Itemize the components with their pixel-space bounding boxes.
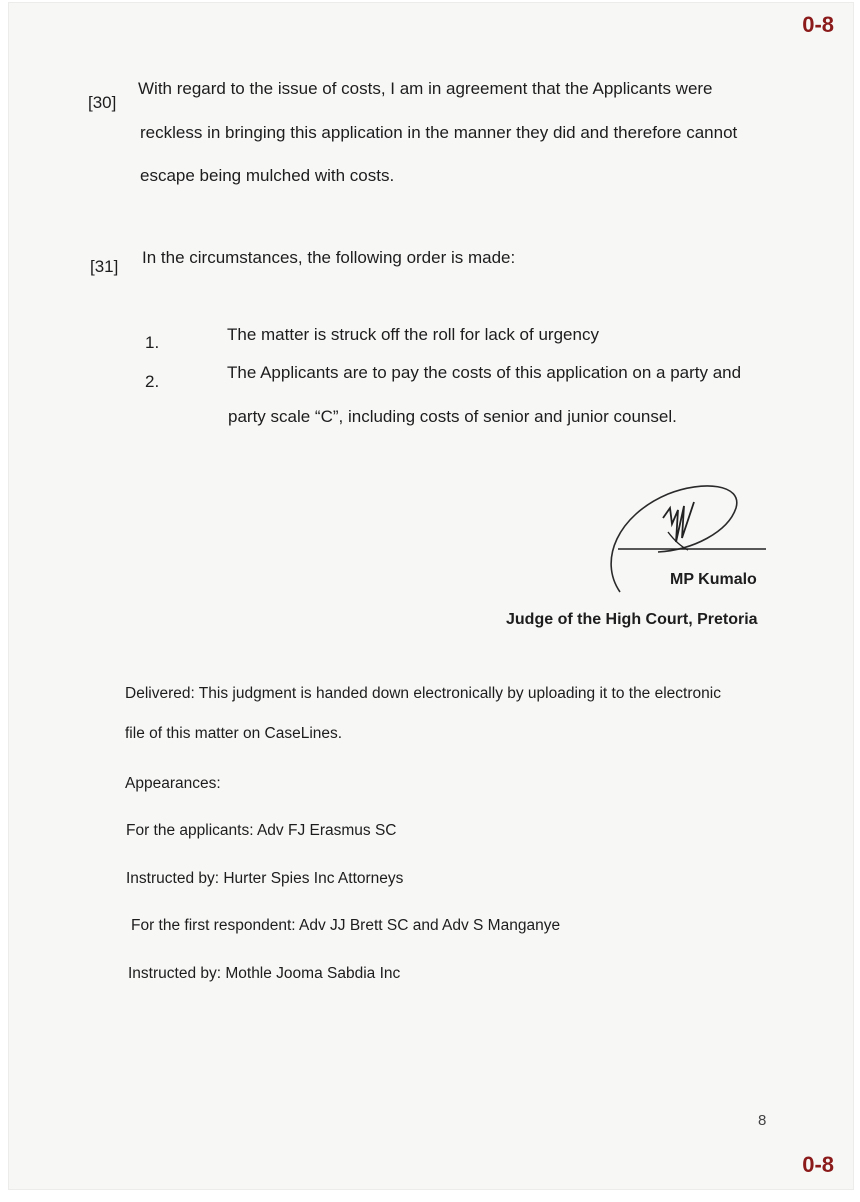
applicants-attorneys: Instructed by: Hurter Spies Inc Attorneys [126,870,404,887]
applicants-counsel: For the applicants: Adv FJ Erasmus SC [126,822,397,839]
page-stamp-bottom: 0-8 [802,1152,834,1177]
signer-title: Judge of the High Court, Pretoria [506,611,758,628]
paragraph-line: In the circumstances, the following order is made: [142,248,516,267]
delivered-line: Delivered: This judgment is handed down electronically by uploading it to the electronic [125,685,721,702]
paragraph-line: reckless in bringing this application in the manner they did and therefore cannot [140,123,738,142]
signer-name: MP Kumalo [670,571,757,588]
order-item-line: The Applicants are to pay the costs of this application on a party and [227,363,742,382]
paragraph-number: [30] [88,93,117,112]
order-item-line: The matter is struck off the roll for lack of urgency [227,325,599,344]
respondent-counsel: For the first respondent: Adv JJ Brett SC and Adv S Manganye [131,917,561,934]
paragraph-number: [31] [90,257,119,276]
delivered-line: file of this matter on CaseLines. [125,725,343,742]
respondent-attorneys: Instructed by: Mothle Jooma Sabdia Inc [128,965,401,982]
document-page [8,2,854,1190]
page-number: 8 [758,1112,767,1129]
paragraph-line: With regard to the issue of costs, I am in agreement that the Applicants were [138,79,713,98]
appearances-heading: Appearances: [125,775,221,792]
order-item-number: 1. [145,333,160,352]
order-item-number: 2. [145,372,160,391]
paragraph-line: escape being mulched with costs. [140,166,395,185]
page-stamp-top: 0-8 [802,12,834,37]
order-item-line: party scale “C”, including costs of senior and junior counsel. [228,407,677,426]
